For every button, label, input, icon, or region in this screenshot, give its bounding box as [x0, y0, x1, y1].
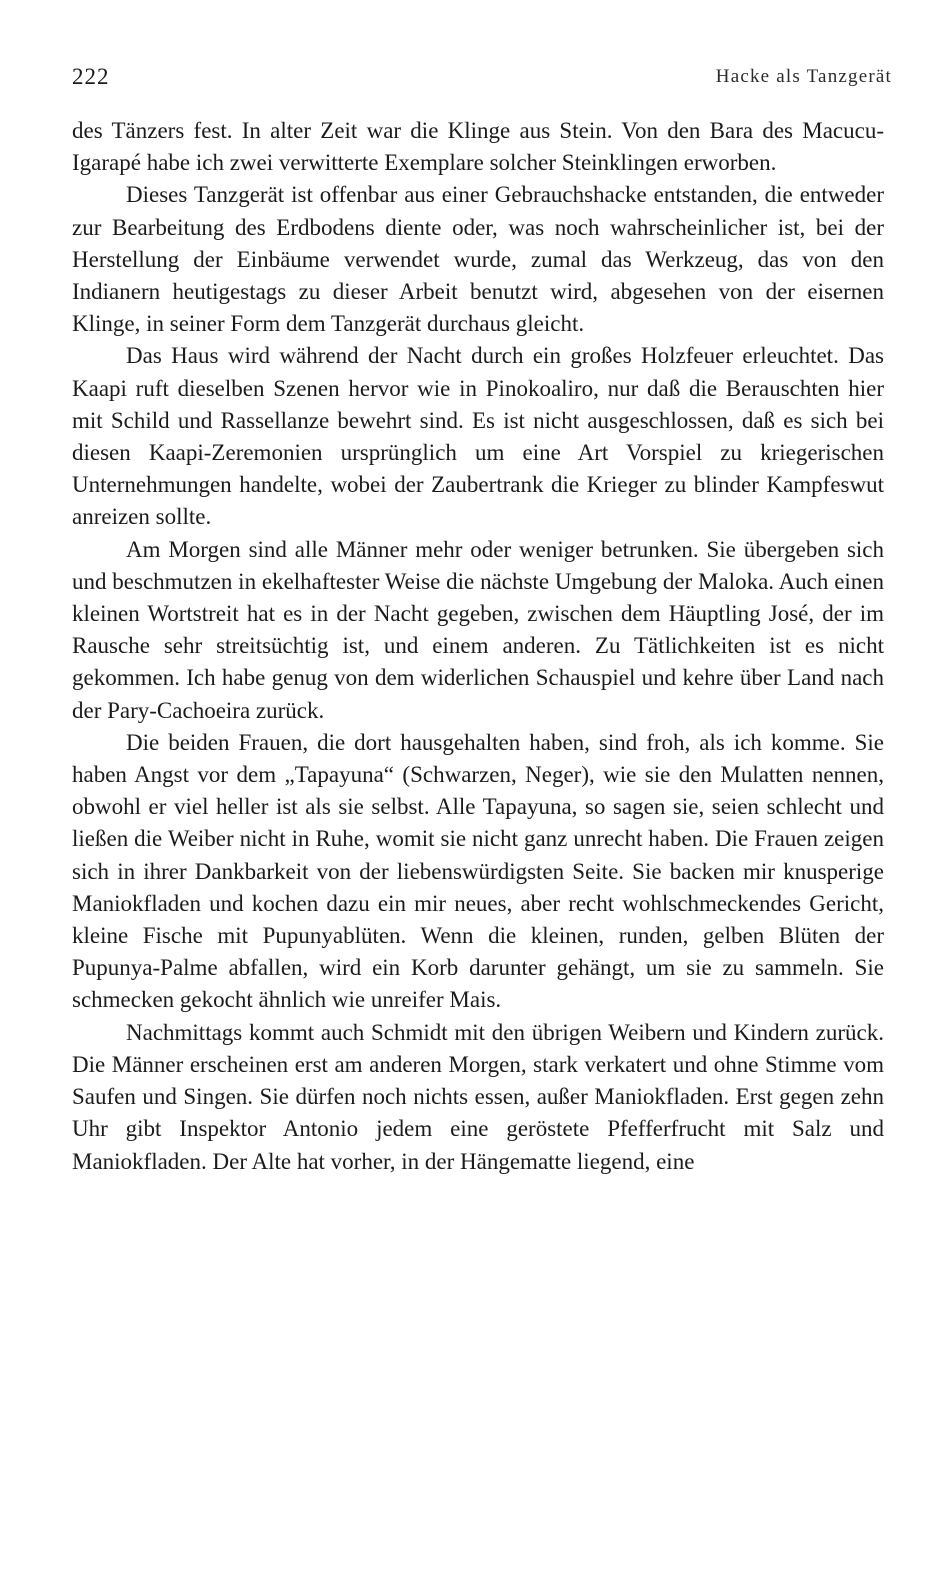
body-text — [72, 115, 884, 1178]
paragraph-continued: des Tänzers fest. In alter Zeit war die Klinge aus Stein. Von den Bara des Macucu-Igarapé habe ich zwei verwitterte Exemplare solcher Steinklingen erworben. — [72, 118, 884, 176]
paragraph: Am Morgen sind alle Männer mehr oder weniger betrunken. Sie übergeben sich und beschmutzen in ekelhaftester Weise die nächste Umgebung der Maloka. Auch einen kleinen Wortstreit hat es in der Nacht gegeben, zwischen dem Häuptling José, der im Rausche sehr streitsüchtig ist, und einem anderen. Zu Tätlichkeiten ist es nicht gekommen. Ich habe genug von dem widerlichen Schauspiel und kehre über Land nach der Pary-Cachoeira zurück. — [72, 536, 884, 723]
paragraph: Das Haus wird während der Nacht durch ein großes Holzfeuer erleuchtet. Das Kaapi ruft dieselben Szenen hervor wie in Pinokoaliro, nur daß die Berauschten hier mit Schild und Rassellanze bewehrt sind. Es ist nicht ausgeschlossen, daß es sich bei diesen Kaapi-Zeremonien ursprünglich um eine Art Vorspiel zu kriegerischen Unternehmungen handelte, wobei der Zaubertrank die Krieger zu blinder Kampfeswut anreizen sollte. — [72, 343, 884, 530]
paragraph: Nachmittags kommt auch Schmidt mit den übrigen Weibern und Kindern zurück. Die Männer erscheinen erst am anderen Morgen, stark verkatert und ohne Stimme vom Saufen und Singen. Sie dürfen noch nichts essen, außer Maniokfladen. Erst gegen zehn Uhr gibt Inspektor Antonio jedem eine geröstete Pfefferfrucht mit Salz und Maniokfladen. Der Alte hat vorher, in der Hängematte liegend, eine — [72, 1019, 884, 1174]
running-head: Hacke als Tanzgerät — [715, 66, 892, 87]
paragraph: Dieses Tanzgerät ist offenbar aus einer Gebrauchshacke entstanden, die entweder zur Bearbeitung des Erdbodens diente oder, was noch wahrscheinlicher ist, bei der Herstellung der Einbäume verwendet wurde, zumal das Werkzeug, das von den Indianern heutigestags zu dieser Arbeit benutzt wird, abgesehen von der eisernen Klinge, in seiner Form dem Tanzgerät durchaus gleicht. — [72, 182, 884, 337]
page-header — [72, 64, 892, 94]
paragraph: Die beiden Frauen, die dort hausgehalten haben, sind froh, als ich komme. Sie haben Angst vor dem „Tapayuna“ (Schwarzen, Neger), wie sie den Mulatten nennen, obwohl er viel heller ist als sie selbst. Alle Tapayuna, so sagen sie, seien schlecht und ließen die Weiber nicht in Ruhe, womit sie nicht ganz unrecht haben. Die Frauen zeigen sich in ihrer Dankbarkeit von der liebenswürdigsten Seite. Sie backen mir knusperige Maniokfladen und kochen dazu ein mir neues, aber recht wohlschmeckendes Gericht, kleine Fische mit Pupunyablüten. Wenn die kleinen, runden, gelben Blüten der Pupunya-Palme abfallen, wird ein Korb darunter gehängt, um sie zu sammeln. Sie schmecken gekocht ähnlich wie unreifer Mais. — [72, 729, 884, 1013]
page-number: 222 — [72, 64, 110, 89]
